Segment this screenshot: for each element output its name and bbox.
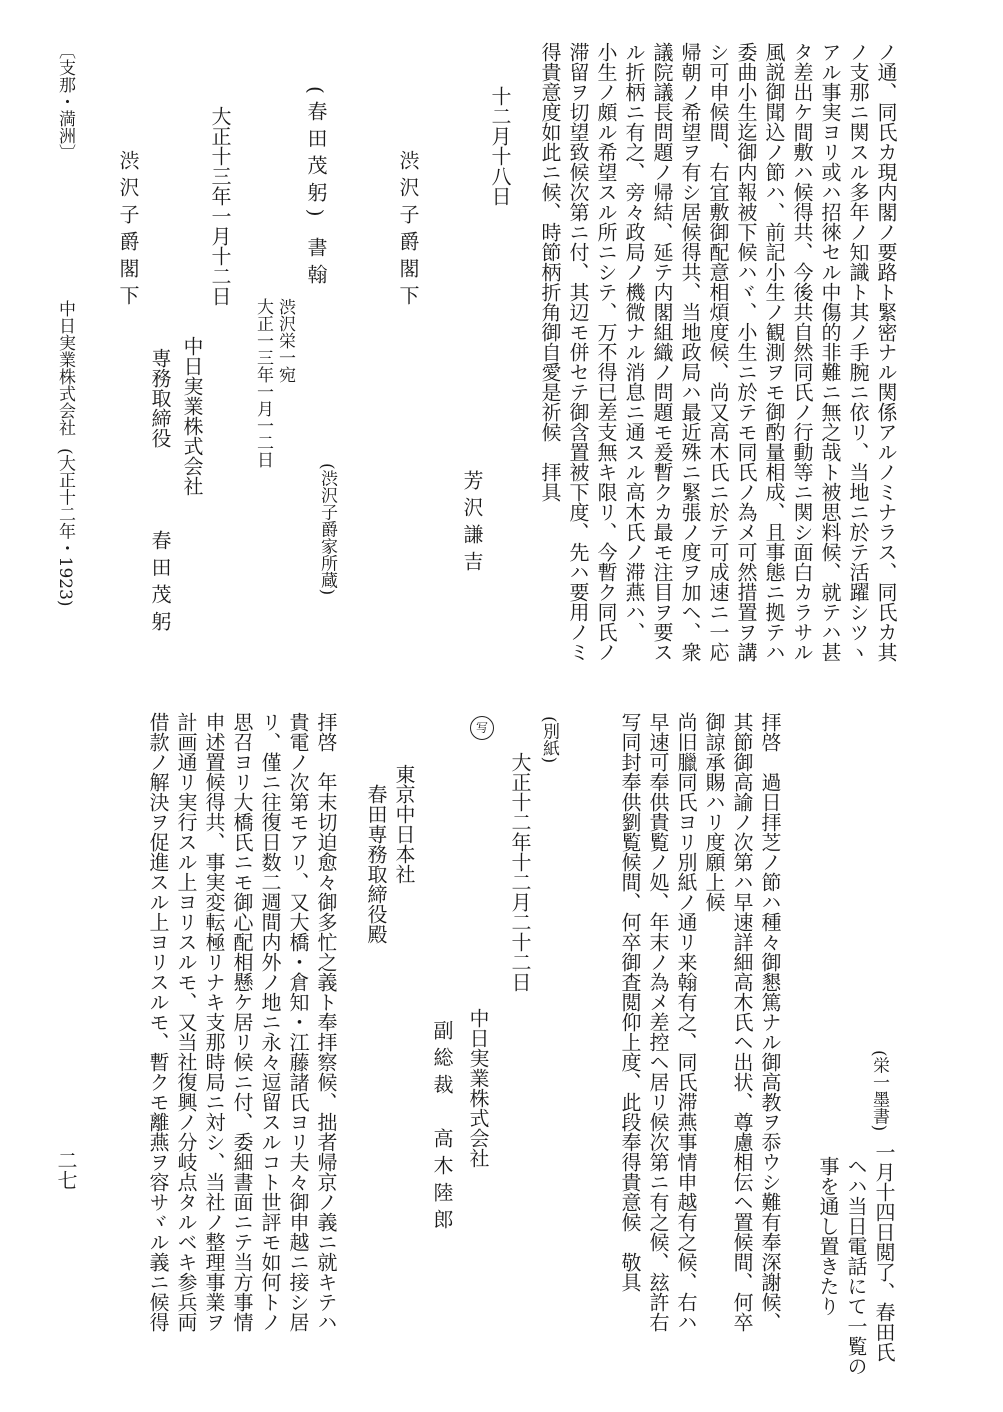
bottom-body-line-1: 拝啓 過日拝芝ノ節ハ種々御懇篤ナル御高教ヲ忝ウシ難有奉深謝候、 [758, 712, 782, 1332]
copy-mark: 写 [470, 716, 494, 740]
attachment-body-line-3: リ、僅ニ往復日数二週間内外ノ地ニ永々逗留スルコト世評モ如何トノ [258, 712, 282, 1332]
note-line-1: 一月十四日閲了、春田氏 [872, 1142, 896, 1362]
note-title: (栄一墨書) [869, 1050, 889, 1132]
attachment-body-line-1: 拝啓 年末切迫愈々御多忙之義ト奉拝察候、拙者帰京ノ義ニ就キテハ [314, 712, 338, 1332]
top-body-line-11: 小生ノ頗ル希望スル所ニシテ、万不得已差支無キ限リ、今暫ク同氏ノ [594, 42, 618, 662]
top-body-line-12: 滞留ヲ切望致候次第ニ付、其辺モ併セテ御含置被下度、先ハ要用ノミ [566, 42, 590, 662]
note-line-3: 事を通し置きたり [816, 1156, 840, 1316]
top-body-line-2: ノ支那ニ関スル多年ノ知識ト其ノ手腕ニ依リ、当地ニ於テ活躍シツヽ [846, 42, 870, 662]
footer-company: 中日実業株式会社 [55, 300, 75, 436]
footer-year: (大正十二年・1923) [55, 448, 75, 607]
letter2-name: 春田茂躬 [148, 530, 172, 638]
letter2-company: 中日実業株式会社 [180, 336, 204, 496]
top-body-line-10: ル折柄ニ有之、旁々政局ノ機微ナル消息ニ通スル高木氏ノ滞燕ハ、 [622, 42, 646, 642]
document-subtitle-date: 大正一三年一月一二日 [253, 298, 273, 468]
attachment-body-line-6: 計画通リ実行スル上ヨリスルモ、又当社復興ノ分岐点タルベキ参兵両 [174, 712, 198, 1332]
attachment-body-line-5: 申述置候得共、事実変転極リナキ支那時局ニ対シ、当社ノ整理事業ヲ [202, 712, 226, 1332]
bottom-body-line-3: 御諒承賜ハリ度願上候 [702, 712, 726, 912]
source-note: (渋沢子爵家所蔵) [317, 463, 337, 596]
bottom-body-line-4: 尚旧臘同氏ヨリ別紙ノ通リ来翰有之、同氏滞燕事情申越有之候、右ハ [674, 712, 698, 1332]
document-subtitle-recipient: 渋沢栄一宛 [275, 298, 295, 383]
letter2-role: 専務取締役 [148, 348, 172, 448]
attachment-body-line-2: 貴電ノ次第モアリ、又大橋・倉知・江藤諸氏ヨリ夫々御申越ニ接シ居 [286, 712, 310, 1332]
bottom-body-line-2: 其節御高諭ノ次第ハ早速詳細高木氏ヘ出状、尊慮相伝ヘ置候間、何卒 [730, 712, 754, 1332]
document-title: (春田茂躬) 書翰 [304, 86, 328, 291]
attachment-company: 中日実業株式会社 [466, 1008, 490, 1168]
bottom-body-line-6: 写同封奉供劉覧候間、何卒御査閲仰上度、此段奉得貴意候 敬具 [618, 712, 642, 1292]
top-body-line-3: アル事実ヨリ或ハ招徠セル中傷的非難ニ無之哉ト被思料候、就テハ甚 [818, 42, 842, 662]
letter2-date: 大正十三年一月十二日 [208, 106, 232, 306]
top-body-line-8: 帰朝ノ希望ヲ有シ居候得共、当地政局ハ最近殊ニ緊張ノ度ヲ加ヘ、衆 [678, 42, 702, 662]
top-body-line-7: シ可申候間、右宜敷御配意相煩度候、尚又高木氏ニ於テ可成速ニ一応 [706, 42, 730, 662]
top-body-line-6: 委曲小生迄御内報被下候ハヾ、小生ニ於テモ同氏ノ為メ可然措置ヲ講 [734, 42, 758, 662]
attachment-to-person: 春田専務取締役殿 [364, 784, 388, 944]
page-number: 二七 [54, 1150, 78, 1190]
top-body-line-4: タ差出ケ間敷ハ候得共、今後共自然同氏ノ行動等ニ関シ面白カラサル [790, 42, 814, 662]
note-line-2: ヘハ当日電話にて一覧の [844, 1156, 868, 1376]
attachment-label: (別紙) [539, 716, 559, 764]
attachment-body-line-4: 思召ヨリ大橋氏ニモ御心配相懸ケ居リ候ニ付、委細書面ニテ当方事情 [230, 712, 254, 1332]
top-body-line-9: 議院議長問題ノ帰結、延テ内閣組織ノ問題モ爰暫クカ最モ注目ヲ要ス [650, 42, 674, 662]
attachment-date: 大正十二年十二月二十二日 [508, 752, 532, 992]
top-body-line-5: 風説御聞込ノ節ハ、前記小生ノ観測ヲモ御酌量相成、且事態ニ拠テハ [762, 42, 786, 662]
top-body-line-13: 得貴意度如此ニ候、時節柄折角御自愛是祈候 拝具 [538, 42, 562, 502]
bottom-body-line-5: 早速可奉供貴覧ノ処、年末ノ為メ差控ヘ居リ候次第ニ有之候、玆許右 [646, 712, 670, 1332]
letter-date: 十二月十八日 [488, 86, 512, 206]
footer-category: 〔支那・満洲〕 [55, 42, 75, 161]
top-body-line-1: ノ通、同氏カ現内閣ノ要路ト緊密ナル関係アルノミナラス、同氏カ其 [874, 42, 898, 662]
letter2-addressee: 渋沢子爵閣下 [116, 150, 140, 312]
attachment-to-office: 東京中日本社 [392, 764, 416, 884]
attachment-body-line-7: 借款ノ解決ヲ促進スル上ヨリスルモ、暫クモ離燕ヲ容サヾル義ニ候得 [146, 712, 170, 1332]
letter-sender: 芳沢謙吉 [460, 470, 484, 578]
letter-addressee: 渋沢子爵閣下 [396, 150, 420, 312]
attachment-vice-president: 副総裁 高木陸郎 [430, 1020, 454, 1236]
